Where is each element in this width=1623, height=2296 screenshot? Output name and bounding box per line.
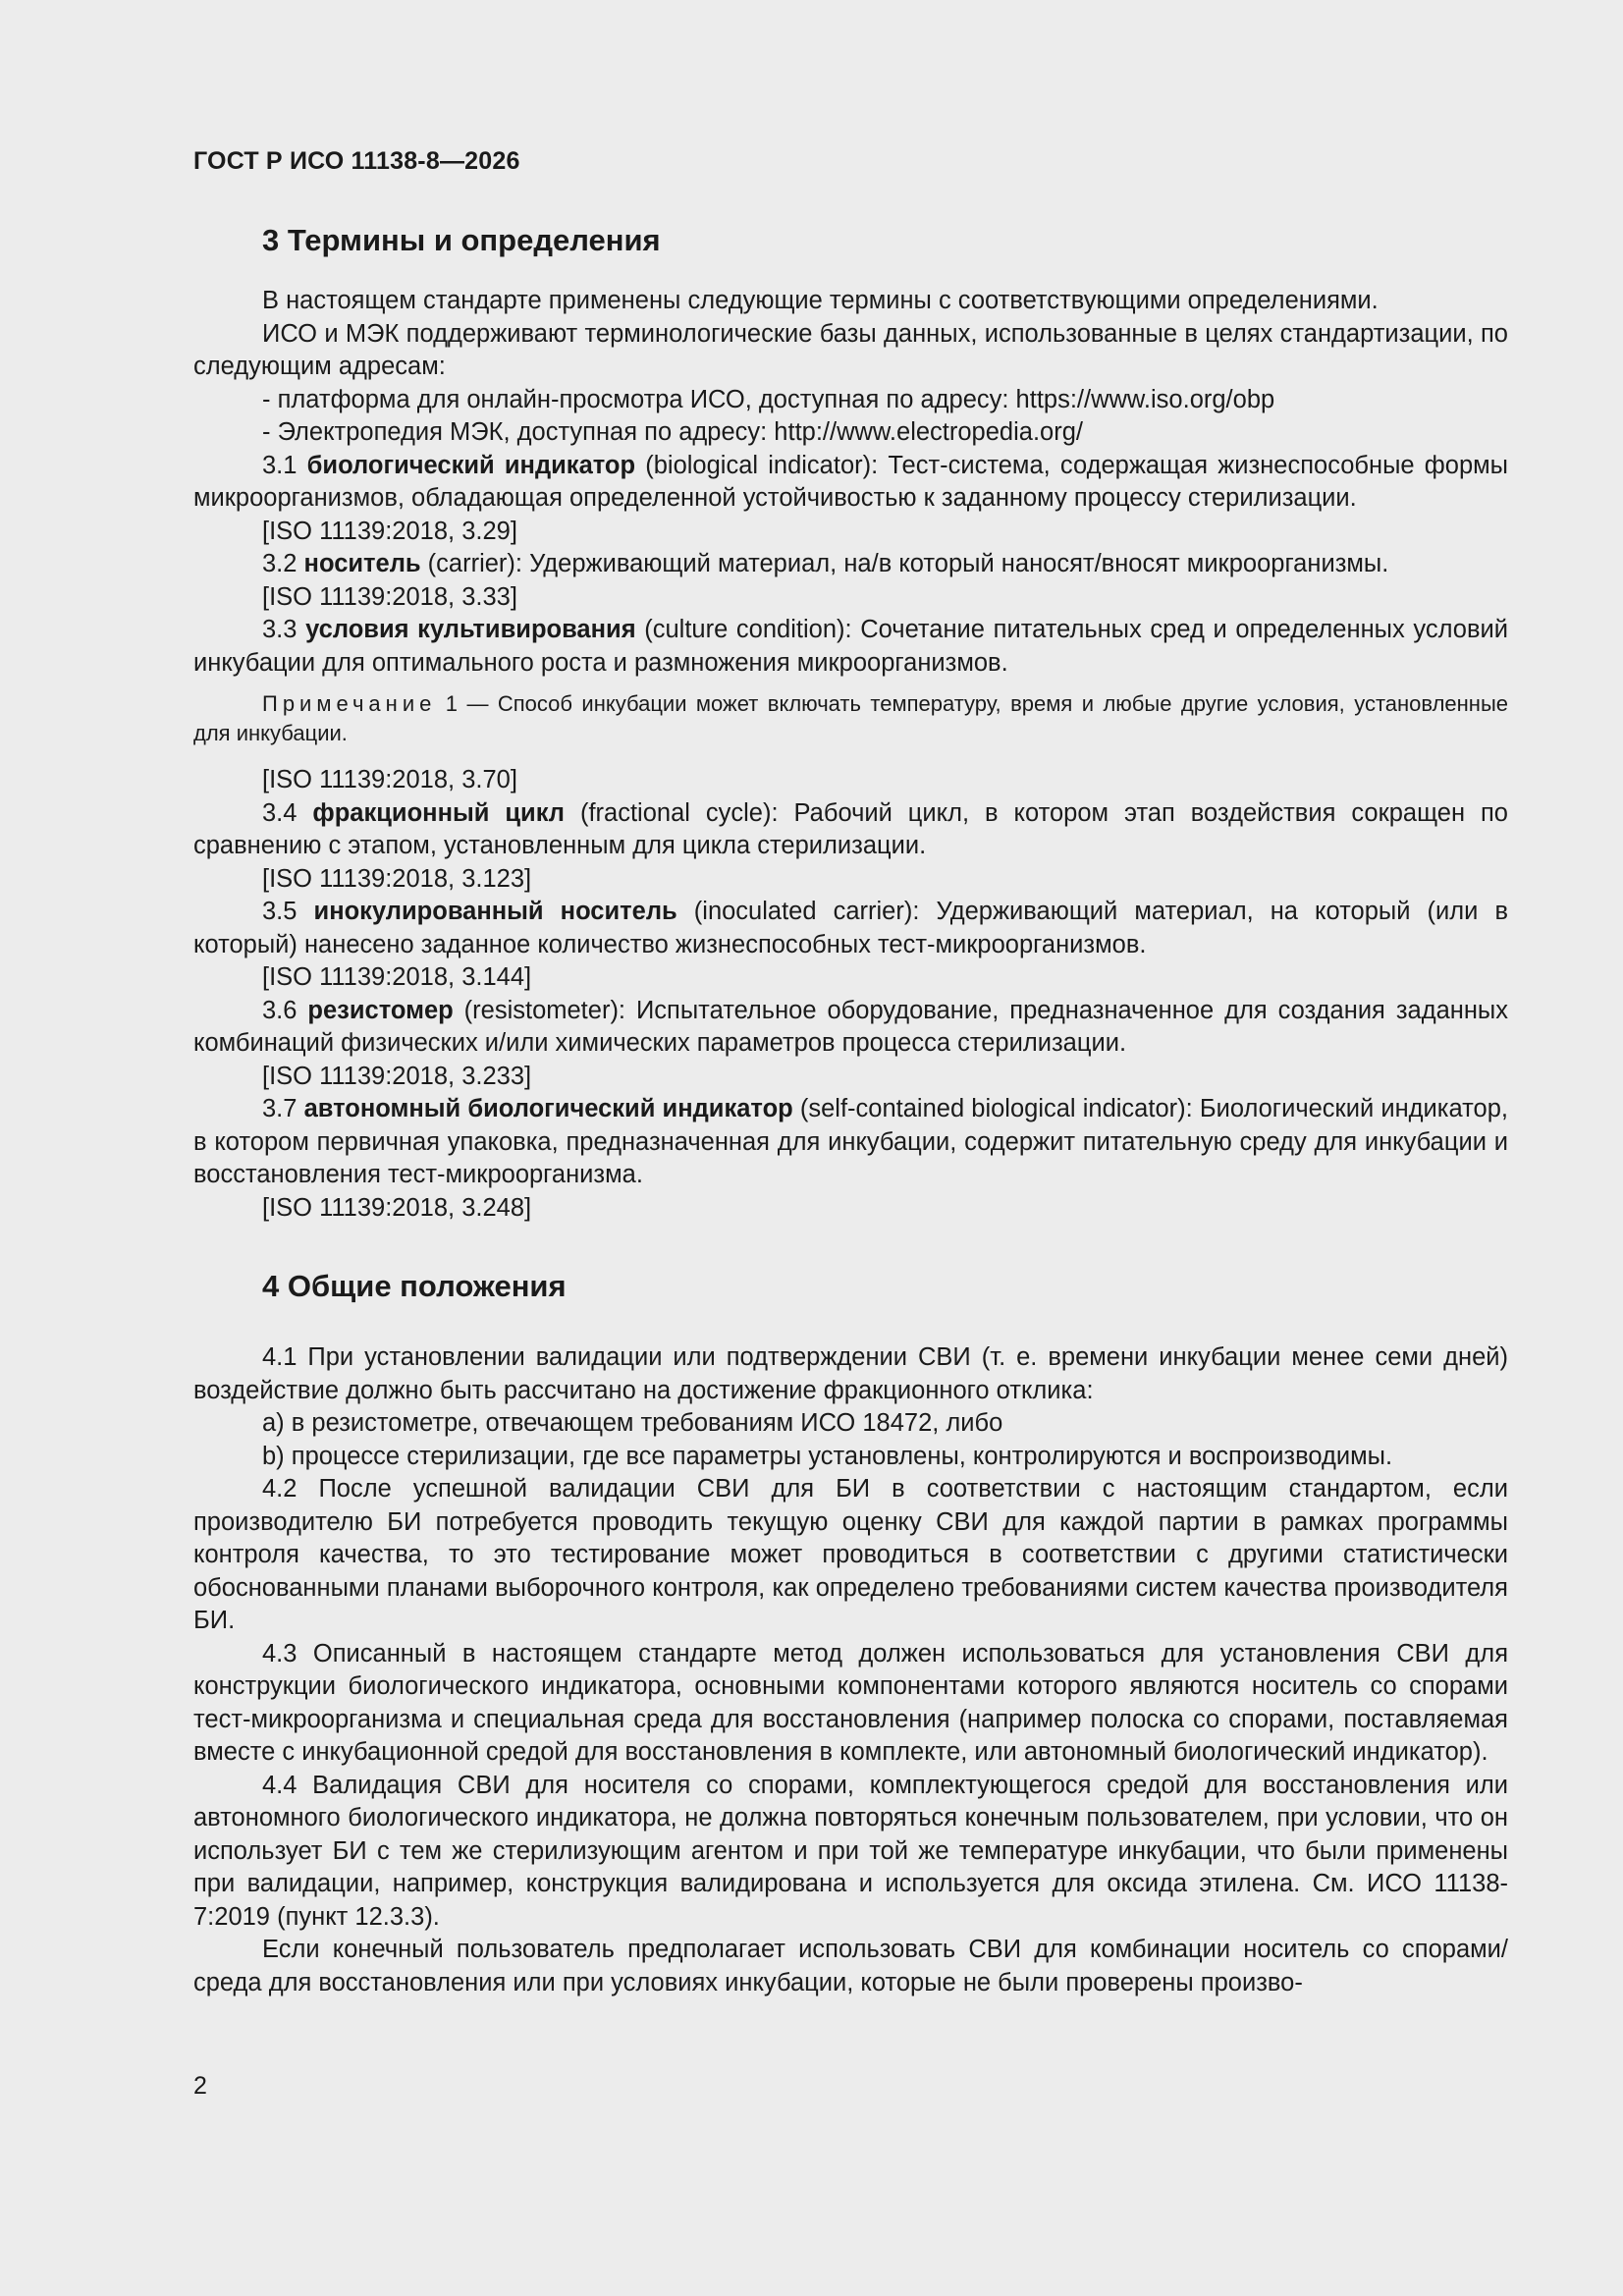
document-header: ГОСТ Р ИСО 11138-8—2026 — [193, 147, 520, 175]
term-3-7-ref: [ISO 11139:2018, 3.248] — [262, 1193, 532, 1222]
clause-4-1-item-a: a) в резистометре, отвечающем требованиям ИСО 18472, либо — [262, 1409, 1003, 1437]
iso-obp-link-item: - платформа для онлайн-просмотра ИСО, доступная по адресу: https://www.iso.org/obp — [262, 385, 1275, 413]
clause-4-3: 4.3 Описанный в настоящем стандарте метод должен использоваться для установления СВИ для конструкции биологического индикатора, основными компонентами которого являются носитель со спорами тест-микроорганизма и специальная среда для восстановления (например полоска со спорами, поставляемая вместе с инкубационной средой для восстановления в комплекте, или автономный биологический индикатор). — [193, 1639, 1508, 1766]
page-content — [193, 221, 1508, 1999]
term-3-2: 3.2 носитель (carrier): Удерживающий материал, на/в который наносят/вносят микроорганизмы. — [262, 550, 1389, 577]
clause-4-1-item-b: b) процессе стерилизации, где все параметры установлены, контролируются и воспроизводимы. — [262, 1442, 1393, 1470]
term-3-4: 3.4 фракционный цикл (fractional cycle): Рабочий цикл, в котором этап воздействия сокращен по сравнению с этапом, установленным для цикла стерилизации. — [193, 798, 1508, 859]
note-text: 1 — Способ инкубации может включать температуру, время и любые другие условия, установленные для инкубации. — [193, 691, 1508, 745]
term-3-4-ref: [ISO 11139:2018, 3.123] — [262, 864, 532, 893]
term-3-2-ref: [ISO 11139:2018, 3.33] — [262, 582, 517, 611]
term-3-7: 3.7 автономный биологический индикатор (self-contained biological indicator): Биологический индикатор, в котором первичная упаковка, предназначенная для инкубации, содержит питательную среду для инкубации и восстановления тест-микроорганизма. — [193, 1095, 1508, 1188]
term-3-3: 3.3 условия культивирования (culture condition): Сочетание питательных сред и определенных условий инкубации для оптимального роста и размножения микроорганизмов. — [193, 616, 1508, 677]
term-3-5: 3.5 инокулированный носитель (inoculated carrier): Удерживающий материал, на который (или в который) нанесено заданное количество жизнеспособных тест-микроорганизмов. — [193, 898, 1508, 958]
electropedia-link-item: - Электропедия МЭК, доступная по адресу: http://www.electropedia.org/ — [262, 418, 1083, 446]
term-3-3-note — [193, 689, 1508, 748]
page-number: 2 — [193, 2072, 207, 2100]
term-3-1-name: биологический индикатор — [306, 451, 636, 479]
term-3-4-name: фракционный цикл — [312, 798, 566, 827]
term-3-5-name: инокулированный носитель — [313, 898, 677, 925]
term-3-7-name: автономный биологический индикатор — [303, 1095, 793, 1122]
term-3-3-ref: [ISO 11139:2018, 3.70] — [262, 766, 517, 793]
section-3-intro-2: ИСО и МЭК поддерживают терминологические базы данных, использованные в целях стандартизации, по следующим адресам: — [193, 319, 1508, 380]
clause-4-4-continued: Если конечный пользователь предполагает использовать СВИ для комбинации носитель со спорами/среда для восстановления или при условиях инкубации, которые не были проверены произво- — [193, 1936, 1508, 1996]
section-3-title: 3 Термины и определения — [262, 223, 661, 257]
clause-4-1: 4.1 При установлении валидации или подтверждении СВИ (т. е. времени инкубации менее семи дней) воздействие должно быть рассчитано на достижение фракционного отклика: — [193, 1343, 1508, 1404]
section-3-intro-1: В настоящем стандарте применены следующие термины с соответствующими определениями. — [262, 287, 1379, 314]
term-3-6: 3.6 резистомер (resistometer): Испытательное оборудование, предназначенное для создания заданных комбинаций физических и/или химических параметров процесса стерилизации. — [193, 996, 1508, 1057]
note-label: Примечание — [262, 691, 437, 716]
clause-4-2: 4.2 После успешной валидации СВИ для БИ в соответствии с настоящим стандартом, если производителю БИ потребуется проводить текущую оценку СВИ для каждой партии в рамках программы контроля качества, то это тестирование может проводиться в соответствии с другими статистически обоснованными планами выборочного контроля, как определено требованиями систем качества производителя БИ. — [193, 1475, 1508, 1634]
term-3-1-ref: [ISO 11139:2018, 3.29] — [262, 517, 517, 545]
clause-4-4: 4.4 Валидация СВИ для носителя со спорами, комплектующегося средой для восстановления или автономного биологического индикатора, не должна повторяться конечным пользователем, при условии, что он использует БИ с тем же стерилизующим агентом и при той же температуре инкубации, что были применены при валидации, например, конструкция валидирована и используется для оксида этилена. См. ИСО 11138-7:2019 (пункт 12.3.3). — [193, 1771, 1508, 1931]
term-3-6-name: резистомер — [307, 996, 454, 1024]
term-3-5-ref: [ISO 11139:2018, 3.144] — [262, 963, 532, 991]
section-4-title: 4 Общие положения — [262, 1269, 567, 1303]
term-3-6-ref: [ISO 11139:2018, 3.233] — [262, 1062, 532, 1090]
term-3-2-name: носитель — [303, 550, 421, 577]
term-3-1: 3.1 биологический индикатор (biological indicator): Тест-система, содержащая жизнеспособные формы микроорганизмов, обладающая определенной устойчивостью к заданному процессу стерилизации. — [193, 451, 1508, 512]
term-3-3-name: условия культивирования — [305, 616, 636, 643]
